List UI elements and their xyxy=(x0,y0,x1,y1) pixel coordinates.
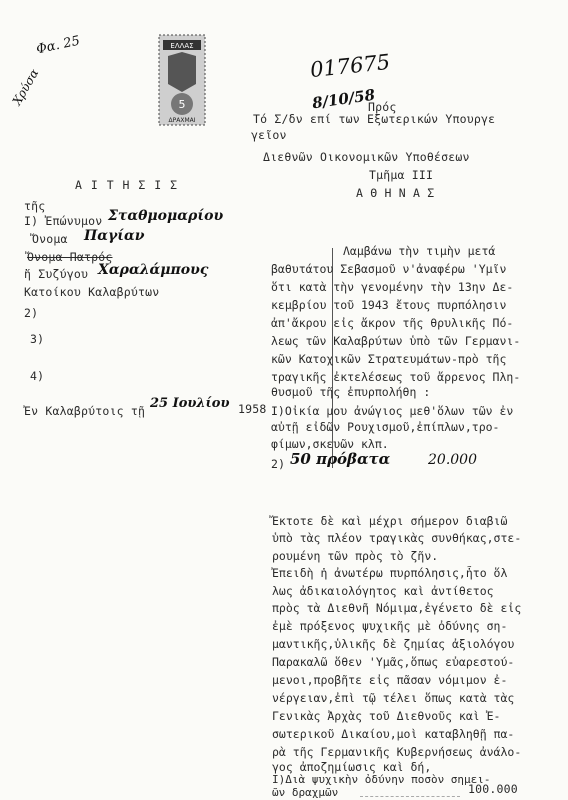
addressee-line-1: Τό Σ/δν επί των Εξωτερικών Υπουργε xyxy=(253,112,496,126)
body-line: λεως τῶν Καλαβρύτων ὑπὸ τῶν Γερμανι- xyxy=(271,334,521,348)
body2-last-line: Ι)Διὰ ψυχικὴν ὀδύνην ποσὸν σημει- xyxy=(272,773,491,786)
body2-line: Παρακαλῶ ὅθεν 'Υμᾶς,ὅπως εὐαρεστού- xyxy=(272,655,515,669)
petition-tis: τῆς xyxy=(24,199,46,213)
body2-line: ρὰ τῆς Γερμανικῆς Κυβερνήσεως ἀνάλο- xyxy=(272,745,522,759)
item-2-number: 2) xyxy=(271,457,286,471)
body2-last-amount: 100.000 xyxy=(468,782,518,796)
addressee-line-2: γεῖον xyxy=(251,128,287,142)
field-name-value: Παγίαν xyxy=(84,228,145,244)
body-line: φίμων,σκευῶν κλπ. xyxy=(271,437,389,451)
item-2-handwritten: 50 πρόβατα xyxy=(290,450,391,468)
body2-line: μαντικῆς,ὑλικῆς δὲ ζημίας ἀξιολόγου xyxy=(272,637,515,651)
stamp-value: 5 xyxy=(178,98,186,111)
field-number-4: 4) xyxy=(30,369,45,383)
field-residence-label: Κατοίκου Καλαβρύτων xyxy=(24,285,160,299)
field-father-label: Ὄνομα Πατρός xyxy=(27,250,113,264)
margin-note-side: Χρύσα xyxy=(9,66,42,108)
body-line: ἀπ'ἄκρου εἰς ἄκρον τῆς θρυλικῆς Πό- xyxy=(271,316,514,330)
to-word: Πρός xyxy=(368,100,397,114)
body2-line: ὑπὸ τὰς πλέον τραγικὰς συνθήκας,στε- xyxy=(272,531,522,545)
field-surname-label: Ι) Ἐπώνυμον xyxy=(24,214,103,228)
field-surname-value: Σταθμομαρίου xyxy=(108,208,224,224)
item-2-amount: 20.000 xyxy=(428,452,477,468)
body2-line: νέργειαν,ἐπὶ τῷ τέλει ὅπως κατὰ τὰς xyxy=(272,691,515,705)
addressee-line-4: Τμῆμα ΙΙΙ xyxy=(369,168,434,182)
field-number-2: 2) xyxy=(24,306,39,320)
body2-line: ρουμένη τῶν πρὸς τὸ ζῆν. xyxy=(272,549,439,563)
body-line: κεμβρίου τοῦ 1943 ἔτους πυρπόλησιν xyxy=(271,298,507,312)
body2-line: μενοι,προβῆτε εἰς πᾶσαν νόμιμον ἐ- xyxy=(272,673,508,687)
body2-line: πρὸς τὰ Διεθνῆ Νόμιμα,ἐγένετο δὲ εἰς xyxy=(272,601,522,615)
body2-line: ἐμὲ πρόξενος ψυχικῆς μὲ ὀδύνης ση- xyxy=(272,619,508,633)
body-line: τραγικῆς ἐκτελέσεως τοῦ ἄρρενος Πλη- xyxy=(271,370,521,384)
margin-note-top: Φα. 25 xyxy=(34,33,82,58)
stamp-bottom: ΔΡΑΧΜΑΙ xyxy=(168,117,196,124)
body2-line: γος ἀποζημίωσις καὶ δή, xyxy=(272,760,432,774)
body2-line: Ἐπειδὴ ἡ ἀνωτέρω πυρπόλησις,ἦτο ὅλ xyxy=(272,566,508,580)
protocol-date: 8/10/58 xyxy=(311,85,377,113)
field-spouse-label: ἤ Συζύγου xyxy=(24,267,89,281)
amount-leader-line xyxy=(360,796,460,797)
field-name-label: Ὄνομα xyxy=(32,232,68,246)
body2-line: Ἔκτοτε δὲ καὶ μέχρι σήμερον διαβιῶ xyxy=(272,514,508,528)
body-line: αὐτῇ εἰδῶν Ρουχισμοῦ,ἐπίπλων,τρο- xyxy=(271,420,500,434)
body2-line: λως ἀδικαιολόγητος καὶ ἀντίθετος xyxy=(272,584,494,598)
protocol-number: 017675 xyxy=(308,49,392,83)
petition-title: Α Ι Τ Η Σ Ι Σ xyxy=(75,178,179,192)
stamp-label: ΕΛΛΑΣ xyxy=(170,42,194,50)
body-line: κῶν Κατοχικῶν Στρατευμάτων-πρὸ τῆς xyxy=(271,352,507,366)
body2-line: Γενικὰς Ἀρχὰς τοῦ Διεθνοῦς καὶ Ἐ- xyxy=(272,709,501,723)
place-date-year: 1958 xyxy=(238,402,267,416)
body-line: βαθυτάτου Σεβασμοῦ ν'ἀναφέρω 'Υμῖν xyxy=(271,262,507,276)
body-line: ὅτι κατὰ τὴν γενομένην τὴν 13ην Δε- xyxy=(271,280,514,294)
body2-last-line-2: ῶν δραχμῶν xyxy=(272,786,339,799)
body2-line: σωτερικοῦ Δικαίου,μοὶ καταβληθῇ πα- xyxy=(272,727,515,741)
addressee-line-5: Α Θ Η Ν Α Σ xyxy=(356,186,435,200)
revenue-stamp xyxy=(158,34,206,126)
body-line: θυσμοῦ τῆς ἐπυρπολήθη : xyxy=(271,385,431,399)
place-date-label: Ἐν Καλαβρύτοις τῇ xyxy=(24,404,146,418)
body-line: Ι)Οἰκία μου ἀνώγιος μεθ'ὅλων τῶν ἐν xyxy=(271,404,514,418)
field-spouse-value: Χαραλάμπους xyxy=(98,262,209,278)
place-date-handwritten: 25 Ιουλίου xyxy=(150,396,230,411)
addressee-line-3: Διεθνῶν Οικονομικῶν Υποθέσεων xyxy=(263,150,470,164)
field-number-3: 3) xyxy=(30,332,45,346)
body-line: Λαμβάνω τὴν τιμὴν μετά xyxy=(343,244,496,258)
